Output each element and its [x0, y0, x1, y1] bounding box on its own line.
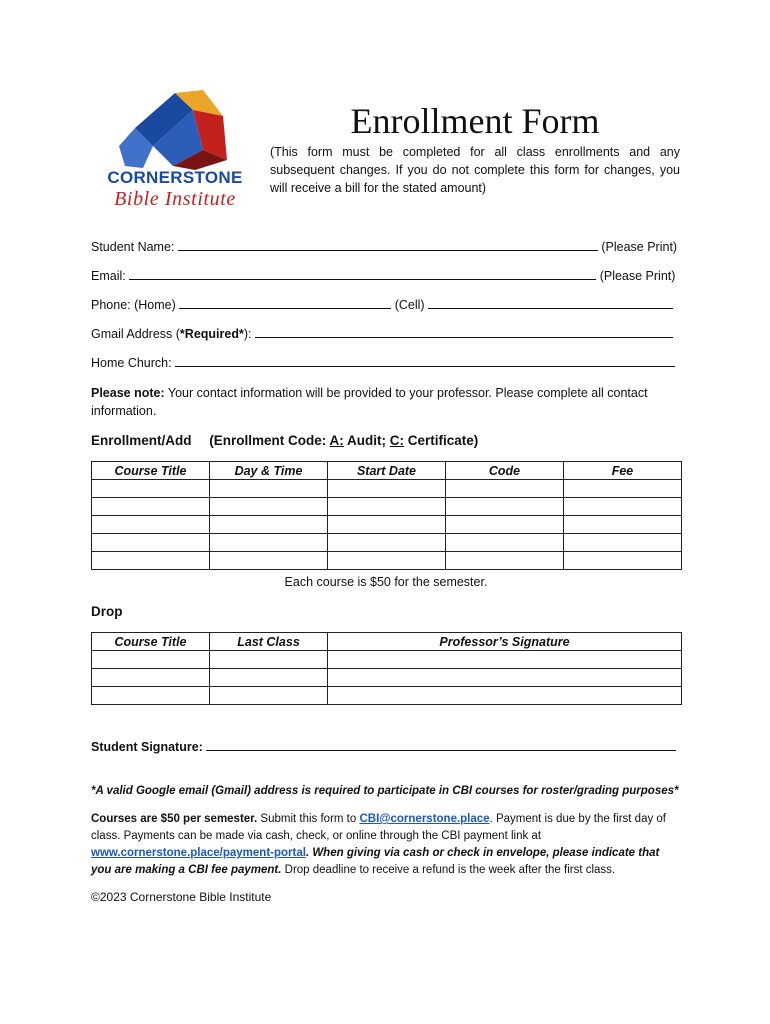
payment-due-text: . Payment is due by the first day of class. Payments can be made via cash, check, or online through the CBI payment link at — [91, 813, 666, 842]
gmail-label-end: ): — [243, 327, 252, 341]
col-course-title: Course Title — [92, 462, 210, 480]
table-row — [92, 552, 682, 570]
col-professor-signature: Professor’s Signature — [328, 633, 682, 651]
table-cell[interactable] — [446, 552, 564, 570]
cornerstone-emblem-icon — [115, 88, 235, 170]
table-cell[interactable] — [564, 552, 682, 570]
enrollment-heading — [91, 433, 478, 448]
enrollment-code-key — [209, 433, 478, 448]
table-cell[interactable] — [564, 516, 682, 534]
enrollment-table — [91, 461, 682, 570]
table-cell[interactable] — [92, 534, 210, 552]
code-prefix: (Enrollment Code: — [209, 433, 330, 448]
table-cell[interactable] — [446, 498, 564, 516]
email-hint: (Please Print) — [599, 269, 676, 283]
note-text: Your contact information will be provided to your professor. Please complete all contact information. — [91, 386, 648, 418]
page-title: Enrollment Form — [350, 101, 600, 141]
enrollment-title: Enrollment/Add — [91, 433, 192, 448]
gmail-requirement-note: *A valid Google email (Gmail) address is required to participate in CBI courses for roster/grading purposes* — [91, 785, 679, 797]
course-fee-note: Each course is $50 for the semester. — [284, 575, 488, 589]
table-row — [92, 498, 682, 516]
table-cell[interactable] — [92, 687, 210, 705]
table-row — [92, 516, 682, 534]
payment-submit-text: Submit this form to — [257, 813, 360, 825]
table-cell[interactable] — [210, 669, 328, 687]
table-row — [92, 687, 682, 705]
drop-deadline-text: Drop deadline to receive a refund is the week after the first class. — [281, 864, 616, 876]
form-instructions: (This form must be completed for all class enrollments and any subsequent changes. If you do not complete this form for changes, you will receive a bill for the stated amount) — [270, 145, 680, 195]
email-label: Email: — [91, 269, 126, 283]
col-day-time: Day & Time — [210, 462, 328, 480]
logo-subtitle: Bible Institute — [114, 188, 236, 210]
table-row — [92, 651, 682, 669]
table-cell[interactable] — [92, 651, 210, 669]
payment-info — [91, 811, 681, 879]
phone-cell-input[interactable] — [428, 297, 673, 309]
table-cell[interactable] — [328, 687, 682, 705]
table-cell[interactable] — [210, 480, 328, 498]
table-cell[interactable] — [92, 480, 210, 498]
code-cert: Certificate) — [404, 433, 479, 448]
table-cell[interactable] — [210, 534, 328, 552]
cornerstone-logo — [95, 88, 260, 218]
student-name-input[interactable] — [178, 239, 598, 251]
drop-table — [91, 632, 682, 705]
phone-cell-label: (Cell) — [394, 298, 425, 312]
table-cell[interactable] — [92, 516, 210, 534]
gmail-required-label: *Required* — [179, 327, 244, 341]
table-row — [92, 534, 682, 552]
table-cell[interactable] — [210, 687, 328, 705]
code-a: A: — [329, 433, 344, 448]
student-signature-label: Student Signature: — [91, 740, 203, 754]
logo-title: CORNERSTONE — [107, 168, 243, 187]
table-cell[interactable] — [564, 534, 682, 552]
payment-bold: Courses are $50 per semester. — [91, 813, 258, 825]
note-label: Please note: — [91, 386, 165, 400]
table-cell[interactable] — [210, 651, 328, 669]
copyright: ©2023 Cornerstone Bible Institute — [91, 890, 272, 904]
table-cell[interactable] — [210, 498, 328, 516]
table-cell[interactable] — [328, 516, 446, 534]
drop-header-row — [92, 633, 682, 651]
phone-home-label: Phone: (Home) — [91, 298, 176, 312]
col-last-class: Last Class — [210, 633, 328, 651]
email-link[interactable]: CBI@cornerstone.place — [359, 813, 490, 825]
drop-heading: Drop — [91, 604, 123, 619]
email-row — [91, 268, 675, 283]
table-cell[interactable] — [328, 651, 682, 669]
payment-envelope-note: . When giving via cash or check in envelope, please indicate that you are making a CBI fee payment. — [91, 847, 660, 876]
gmail-row — [91, 326, 673, 341]
enrollment-header-row — [92, 462, 682, 480]
phone-home-input[interactable] — [179, 297, 391, 309]
phone-row — [91, 297, 673, 312]
table-cell[interactable] — [446, 534, 564, 552]
table-row — [92, 669, 682, 687]
table-cell[interactable] — [446, 480, 564, 498]
table-cell[interactable] — [210, 516, 328, 534]
table-cell[interactable] — [92, 669, 210, 687]
table-cell[interactable] — [328, 498, 446, 516]
contact-note — [91, 384, 681, 420]
table-cell[interactable] — [328, 552, 446, 570]
student-signature-input[interactable] — [206, 739, 676, 751]
gmail-input[interactable] — [255, 326, 673, 338]
student-name-hint: (Please Print) — [601, 240, 678, 254]
table-cell[interactable] — [328, 669, 682, 687]
student-signature-row — [91, 739, 676, 754]
table-cell[interactable] — [564, 498, 682, 516]
student-name-row — [91, 239, 677, 254]
col-fee: Fee — [564, 462, 682, 480]
col-code: Code — [446, 462, 564, 480]
table-cell[interactable] — [446, 516, 564, 534]
home-church-label: Home Church: — [91, 356, 172, 370]
table-cell[interactable] — [328, 534, 446, 552]
payment-portal-link[interactable]: www.cornerstone.place/payment-portal — [91, 847, 306, 859]
home-church-input[interactable] — [175, 355, 675, 367]
table-cell[interactable] — [92, 552, 210, 570]
col-start-date: Start Date — [328, 462, 446, 480]
email-input[interactable] — [129, 268, 596, 280]
gmail-label-start: Gmail Address ( — [91, 327, 180, 341]
code-audit: Audit; — [343, 433, 390, 448]
table-cell[interactable] — [564, 480, 682, 498]
table-cell[interactable] — [210, 552, 328, 570]
student-name-label: Student Name: — [91, 240, 175, 254]
table-cell[interactable] — [92, 498, 210, 516]
table-row — [92, 480, 682, 498]
col-course-title: Course Title — [92, 633, 210, 651]
table-cell[interactable] — [328, 480, 446, 498]
home-church-row — [91, 355, 675, 370]
code-c: C: — [389, 433, 404, 448]
